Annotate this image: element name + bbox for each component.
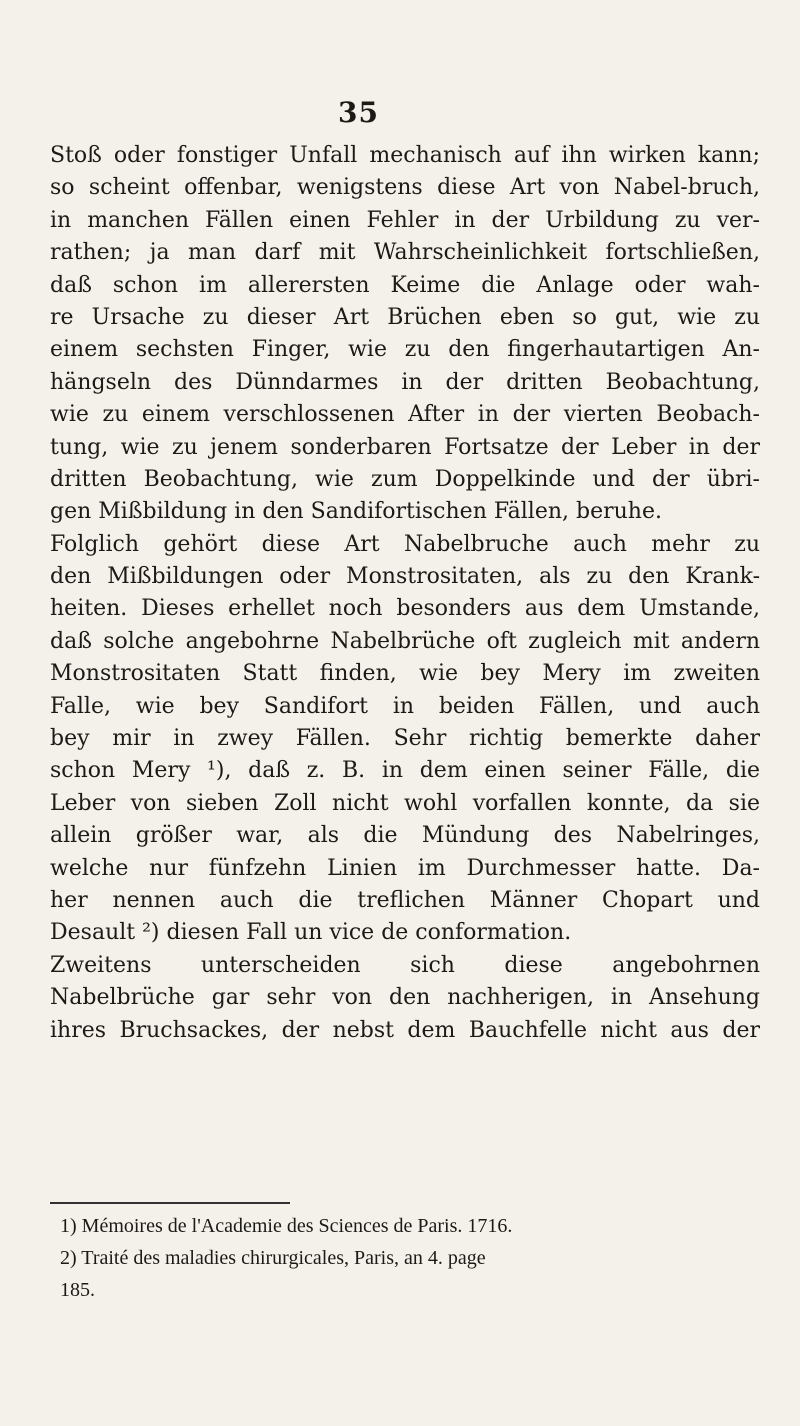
text-line: bey mir in zwey Fällen. Sehr richtig bemerkte daher <box>50 726 760 752</box>
text-line: in manchen Fällen einen Fehler in der Urbildung zu ver- <box>50 207 760 233</box>
footnote-divider <box>50 1202 290 1204</box>
text-line: Stoß oder fonstiger Unfall mechanisch auf ihn wirken kann; <box>50 143 760 168</box>
text-line: so scheint offenbar, wenigstens diese Art von Nabel-bruch, <box>50 175 760 201</box>
text-line: re Ursache zu dieser Art Brüchen eben so gut, wie zu <box>50 304 760 330</box>
text-line: ihres Bruchsackes, der nebst dem Bauchfelle nicht aus der <box>50 1017 760 1043</box>
text-line: allein größer war, als die Mündung des Nabelringes, <box>50 823 760 849</box>
text-line: her nennen auch die treflichen Männer Chopart und <box>50 887 760 913</box>
text-line: einem sechsten Finger, wie zu den fingerhautartigen An- <box>50 337 760 363</box>
text-line: Falle, wie bey Sandifort in beiden Fällen, und auch <box>50 693 760 719</box>
footnotes <box>60 1210 760 1306</box>
text-line: heiten. Dieses erhellet noch besonders aus dem Umstande, <box>50 596 760 622</box>
page-number: 35 <box>338 96 379 129</box>
text-line: wie zu einem verschlossenen After in der vierten Beobach- <box>50 402 760 428</box>
text-line: Monstrositaten Statt finden, wie bey Mery im zweiten <box>50 661 760 687</box>
text-line: gen Mißbildung in den Sandifortischen Fällen, beruhe. <box>50 499 662 525</box>
text-line: Zweitens unterscheiden sich diese angebohrnen <box>50 952 760 978</box>
text-line: hängseln des Dünndarmes in der dritten Beobachtung, <box>50 369 760 395</box>
footnote-1: 1) Mémoires de l'Academie des Sciences de Paris. 1716. <box>60 1215 513 1237</box>
text-line: den Mißbildungen oder Monstrositaten, als zu den Krank- <box>50 564 760 590</box>
text-line: Leber von sieben Zoll nicht wohl vorfallen konnte, da sie <box>50 790 760 816</box>
text-line: Desault ²) diesen Fall un vice de conformation. <box>50 920 572 946</box>
text-line: welche nur fünfzehn Linien im Durchmesser hatte. Da- <box>50 855 760 881</box>
footnote-2-continued: 185. <box>60 1279 95 1301</box>
footnote-2: 2) Traité des maladies chirurgicales, Paris, an 4. page <box>60 1247 486 1269</box>
text-line: tung, wie zu jenem sonderbaren Fortsatze der Leber in der <box>50 434 760 460</box>
text-line: schon Mery ¹), daß z. B. in dem einen seiner Fälle, die <box>50 758 760 784</box>
text-line: rathen; ja man darf mit Wahrscheinlichkeit fortschließen, <box>50 240 760 266</box>
text-line: daß solche angebohrne Nabelbrüche oft zugleich mit andern <box>50 628 760 654</box>
text-line: daß schon im allerersten Keime die Anlage oder wah- <box>50 272 760 298</box>
text-line: Nabelbrüche gar sehr von den nachherigen, in Ansehung <box>50 985 760 1011</box>
text-line: Folglich gehört diese Art Nabelbruche auch mehr zu <box>50 531 760 557</box>
text-line: dritten Beobachtung, wie zum Doppelkinde und der übri- <box>50 466 760 492</box>
body-text <box>50 140 760 1047</box>
